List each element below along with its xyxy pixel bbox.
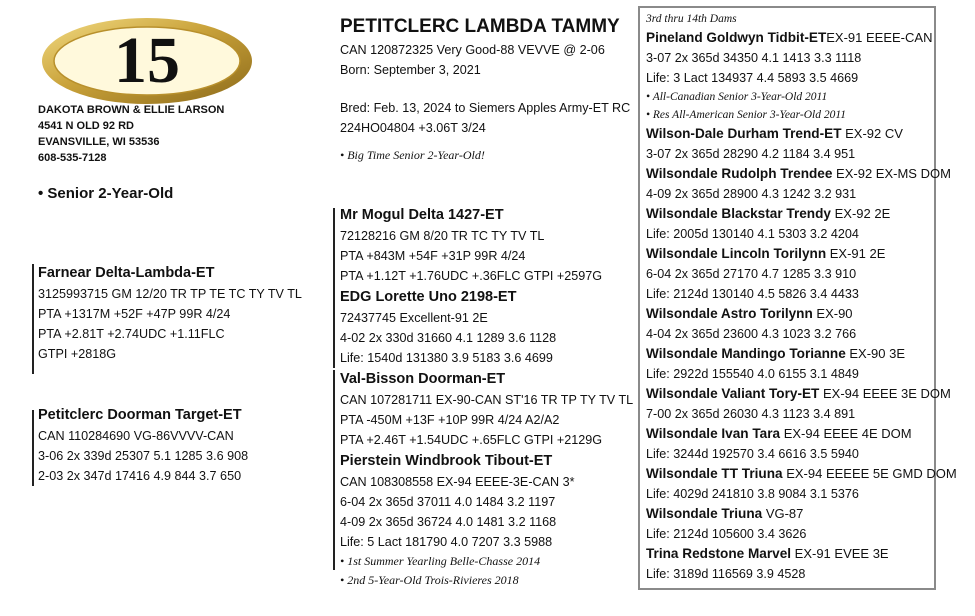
dam-ancestor-note: • Res All-American Senior 3-Year-Old 2011 xyxy=(646,109,847,121)
dam-ancestor-classification: EX-94 EEEE 4E DOM xyxy=(780,426,912,441)
dam-ancestor-classification: EX-91 EVEE 3E xyxy=(791,546,889,561)
dam-ancestor-name-text: Wilsondale TT Triuna xyxy=(646,466,783,481)
animal-note: • Big Time Senior 2-Year-Old! xyxy=(340,148,485,162)
dam-ancestor-record: Life: 2124d 105600 3.4 3626 xyxy=(646,527,807,541)
dam-ancestor-name xyxy=(646,424,957,444)
sire-dam-name: EDG Lorette Uno 2198-ET xyxy=(340,289,517,305)
dam-ancestor-record: 4-09 2x 365d 28900 4.3 1242 3.2 931 xyxy=(646,187,857,201)
consignor-phone: 608-535-7128 xyxy=(38,152,107,164)
dam-line: 2-03 2x 347d 17416 4.9 844 3.7 650 xyxy=(38,469,242,483)
dam-ancestor-record: Life: 3 Lact 134937 4.4 5893 3.5 4669 xyxy=(646,71,859,85)
dam-ancestor-name-text: Wilsondale Lincoln Torilynn xyxy=(646,246,827,261)
dam-ancestor-record: Life: 3189d 116569 3.9 4528 xyxy=(646,567,806,581)
dams-heading: 3rd thru 14th Dams xyxy=(646,13,737,25)
dam-sire-name: Val-Bisson Doorman-ET xyxy=(340,371,506,387)
sire-bracket xyxy=(32,264,34,374)
sire-sire-name: Mr Mogul Delta 1427-ET xyxy=(340,207,504,223)
sire-sire-line: PTA +1.12T +1.76UDC +.36FLC GTPI +2597G xyxy=(340,269,603,283)
dam-dam-line: 6-04 2x 365d 37011 4.0 1484 3.2 1197 xyxy=(340,495,556,509)
dam-ancestor-name xyxy=(646,204,957,224)
dam-ancestor-classification: EX-92 2E xyxy=(830,206,891,221)
sire-block xyxy=(38,262,302,364)
dam-sire-block xyxy=(340,368,633,450)
dam-ancestor-record: Life: 2005d 130140 4.1 5303 3.2 4204 xyxy=(646,227,859,241)
extended-dams-list xyxy=(646,10,957,584)
dam-ancestor-record: 7-00 2x 365d 26030 4.3 1123 3.4 891 xyxy=(646,407,856,421)
dam-ancestor-name-text: Wilsondale Astro Torilynn xyxy=(646,306,813,321)
animal-name: PETITCLERC LAMBDA TAMMY xyxy=(340,16,620,37)
animal-bred-sire-code: 224HO04804 +3.06T 3/24 xyxy=(340,121,486,135)
dam-ancestor-record: 3-07 2x 365d 34350 4.1 1413 3.3 1118 xyxy=(646,51,862,65)
sire-side-bracket xyxy=(333,208,335,368)
dam-ancestor-name-text: Wilsondale Valiant Tory-ET xyxy=(646,386,820,401)
dam-ancestor-name-text: Wilsondale Mandingo Torianne xyxy=(646,346,846,361)
dam-ancestor-record: 3-07 2x 365d 28290 4.2 1184 3.4 951 xyxy=(646,147,856,161)
dam-ancestor-note: • All-Canadian Senior 3-Year-Old 2011 xyxy=(646,91,828,103)
consignor-address: 4541 N OLD 92 RD xyxy=(38,120,134,132)
consignor-block xyxy=(38,102,224,166)
dam-ancestor-name xyxy=(646,344,957,364)
dam-dam-line: CAN 108308558 EX-94 EEEE-3E-CAN 3* xyxy=(340,475,575,489)
dam-dam-line: Life: 5 Lact 181790 4.0 7207 3.3 5988 xyxy=(340,535,553,549)
dam-dam-name: Pierstein Windbrook Tibout-ET xyxy=(340,453,553,469)
dam-ancestor-name xyxy=(646,164,957,184)
dam-dam-block xyxy=(340,450,575,590)
dam-ancestor-record: Life: 2124d 130140 4.5 5826 3.4 4433 xyxy=(646,287,859,301)
sire-line: PTA +1317M +52F +47P 99R 4/24 xyxy=(38,307,231,321)
dam-dam-note: • 2nd 5-Year-Old Trois-Rivieres 2018 xyxy=(340,573,519,587)
dam-ancestor-classification: EX-91 EEEE-CAN xyxy=(826,30,933,45)
dam-bracket xyxy=(32,410,34,486)
animal-bred: Bred: Feb. 13, 2024 to Siemers Apples Army-ET RC xyxy=(340,101,631,115)
dam-ancestor-classification: EX-92 EX-MS DOM xyxy=(832,166,951,181)
sire-sire-line: 72128216 GM 8/20 TR TC TY TV TL xyxy=(340,229,545,243)
sire-name: Farnear Delta-Lambda-ET xyxy=(38,265,215,281)
dam-ancestor-name-text: Pineland Goldwyn Tidbit-ET xyxy=(646,30,827,45)
dam-ancestor-name xyxy=(646,304,957,324)
sire-dam-line: Life: 1540d 131380 3.9 5183 3.6 4699 xyxy=(340,351,553,365)
dam-dam-line: 4-09 2x 365d 36724 4.0 1481 3.2 1168 xyxy=(340,515,557,529)
dam-ancestor-name-text: Wilson-Dale Durham Trend-ET xyxy=(646,126,842,141)
dam-side-bracket xyxy=(333,370,335,570)
sire-line: 3125993715 GM 12/20 TR TP TE TC TY TV TL xyxy=(38,287,302,301)
sire-dam-line: 72437745 Excellent-91 2E xyxy=(340,311,488,325)
dam-line: CAN 110284690 VG-86VVVV-CAN xyxy=(38,429,234,443)
sire-line: GTPI +2818G xyxy=(38,347,117,361)
animal-header xyxy=(340,16,630,165)
dam-ancestor-name-text: Trina Redstone Marvel xyxy=(646,546,792,561)
dam-sire-line: PTA -450M +13F +10P 99R 4/24 A2/A2 xyxy=(340,413,560,427)
dam-ancestor-name-text: Wilsondale Ivan Tara xyxy=(646,426,781,441)
dam-ancestor-name xyxy=(646,244,957,264)
lot-number: 15 xyxy=(114,24,180,97)
dam-ancestor-classification: VG-87 xyxy=(762,506,804,521)
dam-line: 3-06 2x 339d 25307 5.1 1285 3.6 908 xyxy=(38,449,249,463)
dam-block xyxy=(38,404,248,486)
dam-sire-line: CAN 107281711 EX-90-CAN ST'16 TR TP TY TV TL xyxy=(340,393,634,407)
animal-born: Born: September 3, 2021 xyxy=(340,63,481,77)
consignor-name: DAKOTA BROWN & ELLIE LARSON xyxy=(38,104,225,116)
dam-ancestor-classification: EX-94 EEEEE 5E GMD DOM xyxy=(782,466,957,481)
sire-dam-block xyxy=(340,286,556,368)
dam-ancestor-name-text: Wilsondale Blackstar Trendy xyxy=(646,206,831,221)
dam-ancestor-name xyxy=(646,464,957,484)
dam-ancestor-record: 4-04 2x 365d 23600 4.3 1023 3.2 766 xyxy=(646,327,857,341)
dam-ancestor-classification: EX-90 xyxy=(812,306,853,321)
dam-ancestor-record: Life: 4029d 241810 3.8 9084 3.1 5376 xyxy=(646,487,859,501)
dam-ancestor-name-text: Wilsondale Triuna xyxy=(646,506,763,521)
sire-line: PTA +2.81T +2.74UDC +1.11FLC xyxy=(38,327,225,341)
consignor-city: EVANSVILLE, WI 53536 xyxy=(38,136,160,148)
dam-ancestor-classification: EX-91 2E xyxy=(826,246,886,261)
age-class: • Senior 2-Year-Old xyxy=(38,185,174,202)
dam-ancestor-classification: EX-92 CV xyxy=(841,126,903,141)
dam-ancestor-name xyxy=(646,504,957,524)
sire-sire-block xyxy=(340,204,602,286)
animal-registration: CAN 120872325 Very Good-88 VEVVE @ 2-06 xyxy=(340,43,605,57)
sire-dam-line: 4-02 2x 330d 31660 4.1 1289 3.6 1128 xyxy=(340,331,557,345)
dam-ancestor-classification: EX-94 EEEE 3E DOM xyxy=(819,386,951,401)
sire-sire-line: PTA +843M +54F +31P 99R 4/24 xyxy=(340,249,526,263)
dam-ancestor-classification: EX-90 3E xyxy=(845,346,906,361)
dam-ancestor-name xyxy=(646,384,957,404)
dam-dam-note: • 1st Summer Yearling Belle-Chasse 2014 xyxy=(340,554,541,568)
dam-ancestor-name xyxy=(646,544,957,564)
dam-ancestor-name xyxy=(646,124,957,144)
dam-ancestor-name xyxy=(646,28,957,48)
dam-ancestor-record: Life: 3244d 192570 3.4 6616 3.5 5940 xyxy=(646,447,859,461)
dam-ancestor-name-text: Wilsondale Rudolph Trendee xyxy=(646,166,833,181)
dam-sire-line: PTA +2.46T +1.54UDC +.65FLC GTPI +2129G xyxy=(340,433,603,447)
dam-ancestor-record: 6-04 2x 365d 27170 4.7 1285 3.3 910 xyxy=(646,267,857,281)
dam-ancestor-record: Life: 2922d 155540 4.0 6155 3.1 4849 xyxy=(646,367,859,381)
dam-name: Petitclerc Doorman Target-ET xyxy=(38,407,242,423)
